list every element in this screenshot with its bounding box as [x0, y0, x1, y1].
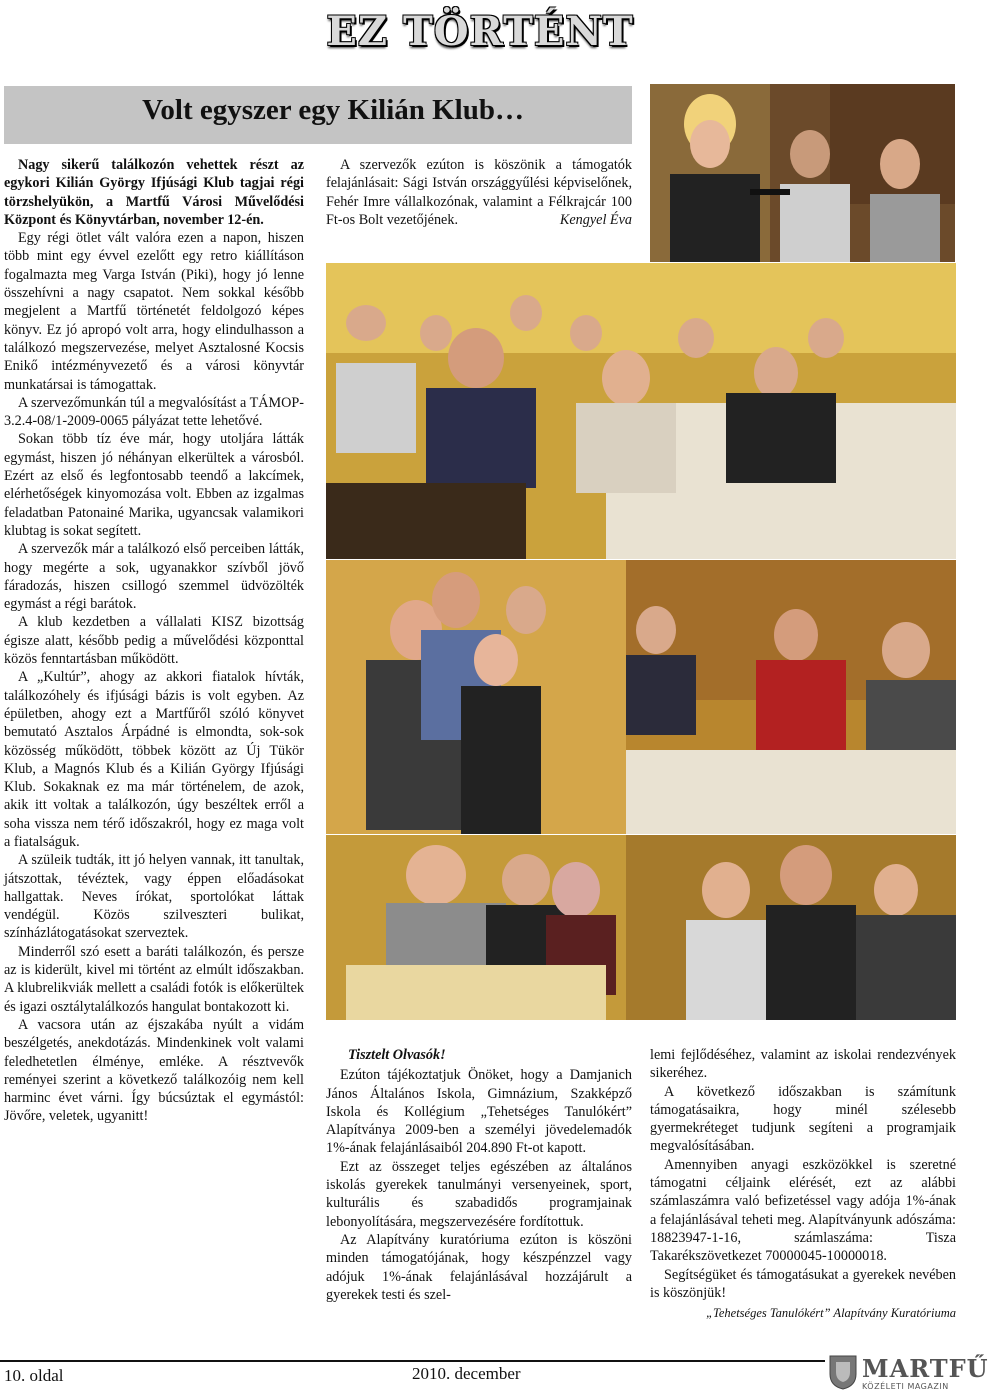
- article-paragraph: A vacsora után az éjszakába nyúlt a vidám beszélgetés, anekdotázás. Mindenkinek volt valami feledhetetlen élménye, emléke. A résztvevők reményei szerint a következő találkozóig nem kell harminc évet várni. Így búcsúztak el egymástól: Jövőre, veletek, ugyanitt!: [4, 1016, 304, 1125]
- photo-group-table: [326, 263, 956, 559]
- article-paragraph: A klub kezdetben a vállalati KISZ bizottság égisze alatt, később pedig a művelődési központtal közös fenntartásban működött.: [4, 614, 304, 668]
- article-column-1: [4, 156, 304, 1126]
- article-paragraph: Minderről szó esett a baráti találkozón, és persze az is kiderült, kivel mi történt az elmúlt időszakban. A klubrelikviák mellett a családi fotók is előkerültek és igazi osztálytalálkozós hangulat bontakozott ki.: [4, 943, 304, 1015]
- magazine-logo: [828, 1348, 989, 1396]
- article-paragraph: A szervezőmunkán túl a megvalósítást a TÁMOP-3.2.4-08/1-2009-0065 pályázat tette lehetővé.: [4, 394, 304, 430]
- photo-looking-at-photos: [326, 835, 956, 1020]
- notice-signature: „Tehetséges Tanulókért” Alapítvány Kuratóriuma: [706, 1306, 956, 1321]
- article-paragraph: Sokan több tíz éve már, hogy utoljára látták egymást, hiszen jó néhányan elkerültek a városból. Ezért az első és legfontosabb teendő a lakcímek, elérhetőségek kinyomozása volt. Ebben az izgalmas feladatban Patonainé Marika, ugyancsak valamikori klubtag is sokat segített.: [4, 431, 304, 539]
- notice-column-1: [326, 1046, 632, 1304]
- notice-paragraph: Segítségüket és támogatásukat a gyerekek nevében is köszönjük!: [650, 1266, 956, 1301]
- photo-group-standing: [326, 560, 956, 834]
- logo-title: MARTFŰ: [862, 1354, 989, 1383]
- footer-divider: [0, 1360, 825, 1362]
- issue-date: 2010. december: [412, 1364, 521, 1383]
- article-paragraph: A szervezők már a találkozó első perceiben látták, hogy megérte a sok, ugyanakkor szívből jövő fáradozás, hiszen csillogó szemmel üdvözölték egymást a régi barátok.: [4, 541, 304, 613]
- article-headline: Volt egyszer egy Kilián Klub…: [142, 94, 524, 126]
- section-title: EZ TÖRTÉNT: [326, 8, 634, 55]
- logo-subtitle: KÖZÉLETI MAGAZIN: [862, 1382, 949, 1391]
- article-thanks: A szervezők ezúton is köszönik a támogatók felajánlásait: Sági István országgyűlési képviselőnek, Fehér Imre vállalkozónak, valamint a Félkrajcár 100 Ft-os Bolt vezetőjének.: [326, 157, 632, 228]
- article-column-2: [326, 156, 632, 229]
- notice-paragraph: Ezt az összeget teljes egészében az általános iskolás gyerekek tanulmányi versenyeinek, sport, kulturális és szabadidős programjainak lebonyolítására, megszervezésére fordítottuk.: [326, 1158, 632, 1230]
- headline-bar: [4, 86, 632, 144]
- notice-greeting: Tisztelt Olvasók!: [348, 1047, 446, 1063]
- coat-of-arms-icon: [828, 1354, 858, 1390]
- article-paragraph: Egy régi ötlet vált valóra ezen a napon, hiszen több mint egy évvel ezelőtt egy retro kiállításon fogalmazta meg Varga István (Piki), hogy jó lenne összehívni a nagy csapatot. Nem sokkal később megjelent a Martfű történetét feldolgozó képes könyv. Ez jó apropó volt arra, hogy elindulhasson a találkozó megszervezése, melyet Asztalosné Kocsis Enikő intézményvezető és a városi könyvtár munkatársai is támogattak.: [4, 230, 304, 393]
- article-lead: Nagy sikerű találkozón vehettek részt az egykori Kilián György Ifjúsági Klub tagjai régi törzshelyükön, a Martfű Városi Művelődési Központ és Könyvtárban, november 12-én.: [4, 157, 304, 228]
- notice-column-2: [650, 1046, 956, 1322]
- notice-paragraph: A következő időszakban is számítunk támogatásaikra, hogy minél szélesebb gyermekréteget tudjunk segíteni a programjaik megvalósításában.: [650, 1083, 956, 1155]
- article-paragraph: A szüleik tudták, itt jó helyen vannak, itt tanultak, játszottak, tévéztek, vagy éppen előadásokat hallgattak. Neves írókat, sportolókat láttak vendégül. Közös szilveszteri bulikat, színházlátogatásokat szerveztek.: [4, 852, 304, 942]
- page-number: 10. oldal: [4, 1366, 64, 1385]
- photo-interview: [650, 84, 955, 262]
- notice-paragraph: Amennyiben anyagi eszközökkel is szeretné támogatni céljaink elérését, ezt az alábbi számlaszámra való befizetéssel vagy adója 1%-ának a felajánlásával teheti meg. Alapítványunk adószáma: 18823947-1-16, számlaszáma: Tisza Takarékszövetkezet 70000045-10000018.: [650, 1156, 956, 1265]
- notice-paragraph: Ezúton tájékoztatjuk Önöket, hogy a Damjanich János Általános Iskola, Gimnázium, Szakképző Iskola és Kollégium „Tehetséges Tanulókért” Alapítványa 2009-ben a személyi jövedelemadók 1%-ának felajánlásaiból 204.890 Ft-ot kapott.: [326, 1067, 632, 1157]
- notice-paragraph: Az Alapítvány kuratóriuma ezúton is köszöni minden támogatójának, hogy készpénzzel vagy adójuk 1%-ának felajánlásával hozzájárult a gyerekek testi és szel-: [326, 1231, 632, 1303]
- notice-continuation: lemi fejlődéséhez, valamint az iskolai rendezvények sikeréhez.: [650, 1047, 956, 1082]
- article-author: Kengyel Éva: [559, 212, 632, 229]
- article-paragraph: A „Kultúr”, ahogy az akkori fiatalok hívták, találkozóhely és ifjúsági bázis is volt egyben. Az épületben, ahogy ezt a Martfűről szóló könyvet bemutató Asztalos Árpádné is elmondta, sok-sok közösség működött, többek között az Új Tükör Klub, a Magnós Klub és a Kilián György Ifjúsági Klub. Sokaknak ez ma már történelem, de azok, akik itt voltak a találkozón, úgy beszéltek erről a soha vissza nem térő időszakról, hogy ez maga volt a fiatalságuk.: [4, 669, 304, 850]
